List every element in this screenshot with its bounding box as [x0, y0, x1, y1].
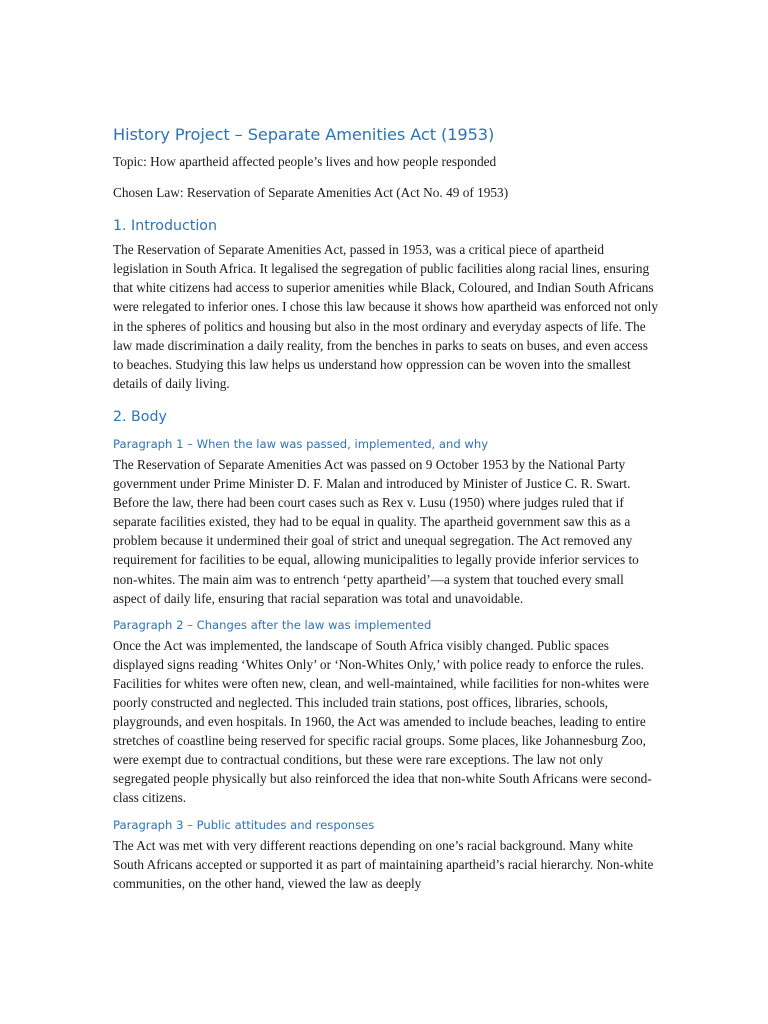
paragraph-3-text: The Act was met with very different reactions depending on one’s racial background. Many white South Africans accepted or supported it as part of maintaining apartheid’s racial hierarchy. Non-white communities, on the other hand, viewed the law as deeply: [113, 837, 654, 891]
chosen-law-line: Chosen Law: Reservation of Separate Amenities Act (Act No. 49 of 1953): [113, 185, 509, 201]
paragraph-1-subheading: Paragraph 1 – When the law was passed, implemented, and why: [113, 436, 489, 451]
introduction-paragraph: The Reservation of Separate Amenities Act, passed in 1953, was a critical piece of apartheid legislation in South Africa. It legalised the segregation of public facilities along racial lines, ensuring that white citizens had access to superior amenities while Black, Coloured, and Indian South Africans were relegated to inferior ones. I chose this law because it shows how apartheid was enforced not only in the spheres of politics and housing but also in the most ordinary and everyday aspects of life. The law made discrimination a daily reality, from the benches in parks to seats on buses, and even access to beaches. Studying this law helps us understand how oppression can be woven into the smallest details of daily living.: [113, 242, 658, 391]
document-page: [113, 124, 658, 897]
document-title: History Project – Separate Amenities Act (1953): [113, 125, 495, 144]
topic-line: Topic: How apartheid affected people’s lives and how people responded: [113, 154, 497, 169]
paragraph-3-subheading: Paragraph 3 – Public attitudes and responses: [113, 817, 375, 832]
section-heading-introduction: 1. Introduction: [113, 218, 217, 235]
section-heading-body: 2. Body: [113, 408, 167, 425]
paragraph-1-text: The Reservation of Separate Amenities Act was passed on 9 October 1953 by the National Party government under Prime Minister D. F. Malan and introduced by Minister of Justice C. R. Swart. Before the law, there had been court cases such as Rex v. Lusu (1950) where judges ruled that if separate facilities existed, they had to be equal in quality. The apartheid government saw this as a problem because it undermined their goal of strict and unequal segregation. The Act removed any requirement for facilities to be equal, allowing municipalities to legally provide inferior services to non-whites. The main aim was to entrench ‘petty apartheid’—a system that touched every small aspect of daily life, ensuring that racial separation was total and unavoidable.: [113, 456, 639, 606]
paragraph-2-subheading: Paragraph 2 – Changes after the law was implemented: [113, 617, 432, 632]
paragraph-2-text: Once the Act was implemented, the landscape of South Africa visibly changed. Public spaces displayed signs reading ‘Whites Only’ or ‘Non-Whites Only,’ with police ready to enforce the rules. Facilities for whites were often new, clean, and well-maintained, while facilities for non-whites were poorly constructed and neglected. This included train stations, post offices, libraries, schools, playgrounds, and even hospitals. In 1960, the Act was amended to include beaches, leading to entire stretches of coastline being reserved for specific racial groups. Some places, like Johannesburg Zoo, were exempt due to contractual conditions, but these were rare exceptions. The law not only segregated people physically but also reinforced the idea that non-white South Africans were second-class citizens.: [113, 637, 652, 806]
